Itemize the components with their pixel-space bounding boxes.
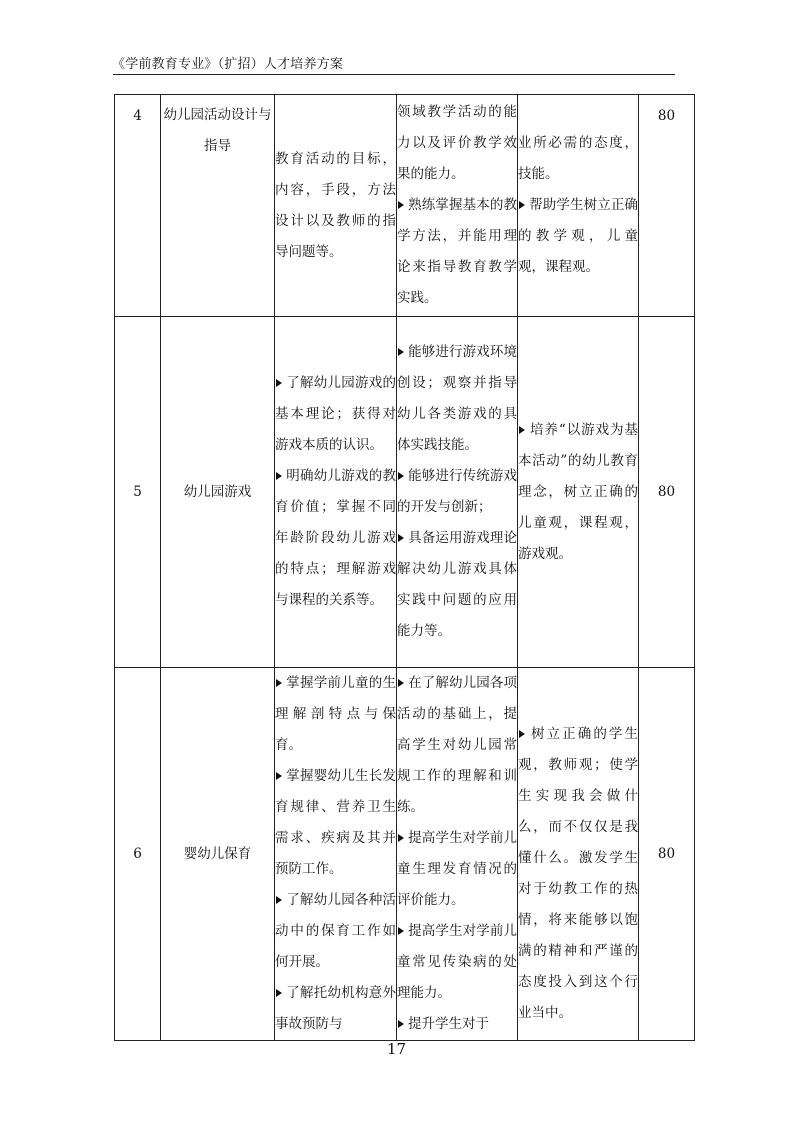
curriculum-table xyxy=(114,94,695,1041)
content-paragraph: 明确幼儿游戏的教育价值；掌握不同年龄阶段幼儿游戏的特点；理解游戏与课程的关系等。 xyxy=(275,468,396,608)
ability-paragraph: 熟练掌握基本的教学方法，并能用理论来指导教育教学实践。 xyxy=(397,197,517,306)
table-row xyxy=(115,95,695,317)
ability-paragraph: 在了解幼儿园各项活动的基础上，提高学生对幼儿园常规工作的理解和训练。 xyxy=(397,675,517,815)
bullet-triangle-icon xyxy=(519,201,525,209)
header-rule xyxy=(113,74,675,75)
course-name xyxy=(161,317,275,668)
bullet-triangle-icon xyxy=(398,1020,404,1028)
bullet-triangle-icon xyxy=(276,896,282,904)
course-ability-cell xyxy=(397,95,518,317)
document-header-title: 《学前教育专业》（扩招）人才培养方案 xyxy=(112,57,344,72)
course-number: 5 xyxy=(115,317,161,668)
bullet-triangle-icon xyxy=(276,989,282,997)
course-name-text: 婴幼儿保育 xyxy=(183,845,252,862)
course-content-cell xyxy=(275,95,397,317)
bullet-triangle-icon xyxy=(398,927,404,935)
course-ability-cell xyxy=(397,317,518,668)
quality-paragraph: 帮助学生树立正确的教学观，儿童观，课程观。 xyxy=(518,197,638,275)
course-content-cell xyxy=(275,668,397,1041)
content-paragraph: 了解幼儿园游戏的基本理论；获得对游戏本质的认识。 xyxy=(275,375,396,453)
ability-paragraph: 提升学生对于 xyxy=(397,1009,517,1040)
course-hours: 80 xyxy=(639,668,695,1041)
course-number: 6 xyxy=(115,668,161,1041)
content-paragraph: 了解幼儿园各种活动中的保育工作如何开展。 xyxy=(275,892,396,970)
table-row xyxy=(115,317,695,668)
bullet-triangle-icon xyxy=(398,679,404,687)
content-paragraph: 了解托幼机构意外事故预防与 xyxy=(275,985,396,1032)
bullet-triangle-icon xyxy=(398,348,404,356)
bullet-triangle-icon xyxy=(398,201,404,209)
bullet-triangle-icon xyxy=(398,834,404,842)
ability-paragraph: 能够进行游戏环境创设；观察并指导幼儿各类游戏的具体实践技能。 xyxy=(397,344,517,453)
course-content-cell xyxy=(275,317,397,668)
course-name xyxy=(161,95,275,317)
course-name-text: 幼儿园活动设计与指导 xyxy=(163,107,272,154)
bullet-triangle-icon xyxy=(519,730,525,738)
course-quality-cell xyxy=(518,95,639,317)
course-hours: 80 xyxy=(639,317,695,668)
content-paragraph: 掌握婴幼儿生长发育规律、营养卫生需求、疾病及其并预防工作。 xyxy=(275,768,396,877)
course-name-text: 幼儿园游戏 xyxy=(183,483,252,500)
course-quality-cell xyxy=(518,317,639,668)
bullet-triangle-icon xyxy=(276,772,282,780)
bullet-triangle-icon xyxy=(398,534,404,542)
ability-paragraph: 具备运用游戏理论解决幼儿游戏具体实践中问题的应用能力等。 xyxy=(397,530,517,639)
course-ability-cell xyxy=(397,668,518,1041)
bullet-triangle-icon xyxy=(519,426,525,434)
bullet-triangle-icon xyxy=(276,472,282,480)
ability-paragraph: 提高学生对学前儿童常见传染病的处理能力。 xyxy=(397,923,517,1001)
ability-paragraph: 领域教学活动的能力以及评价教学效果的能力。 xyxy=(397,104,517,182)
ability-paragraph: 提高学生对学前儿童生理发育情况的评价能力。 xyxy=(397,830,517,908)
course-name xyxy=(161,668,275,1041)
bullet-triangle-icon xyxy=(276,679,282,687)
bullet-triangle-icon xyxy=(276,379,282,387)
quality-paragraph: 培养“以游戏为基本活动”的幼儿教育理念，树立正确的儿童观，课程观，游戏观。 xyxy=(518,421,638,562)
quality-paragraph: 业所必需的态度，技能。 xyxy=(518,135,638,182)
ability-paragraph: 能够进行传统游戏的开发与创新； xyxy=(397,468,517,515)
course-number: 4 xyxy=(115,95,161,317)
quality-paragraph: 树立正确的学生观，教师观；使学生实现我会做什么，而不仅仅是我懂什么。激发学生对于幼教工作的热情，将来能够以饱满的精神和严谨的态度投入到这个行业当中。 xyxy=(518,726,638,1021)
content-paragraph: 掌握学前儿童的生理解剖特点与保育。 xyxy=(275,675,396,753)
course-hours: 80 xyxy=(639,95,695,317)
content-paragraph: 教育活动的目标，内容，手段，方法设计以及教师的指导问题等。 xyxy=(275,150,396,260)
bullet-triangle-icon xyxy=(398,472,404,480)
course-quality-cell xyxy=(518,668,639,1041)
table-row xyxy=(115,668,695,1041)
page-number: 17 xyxy=(386,1040,407,1058)
